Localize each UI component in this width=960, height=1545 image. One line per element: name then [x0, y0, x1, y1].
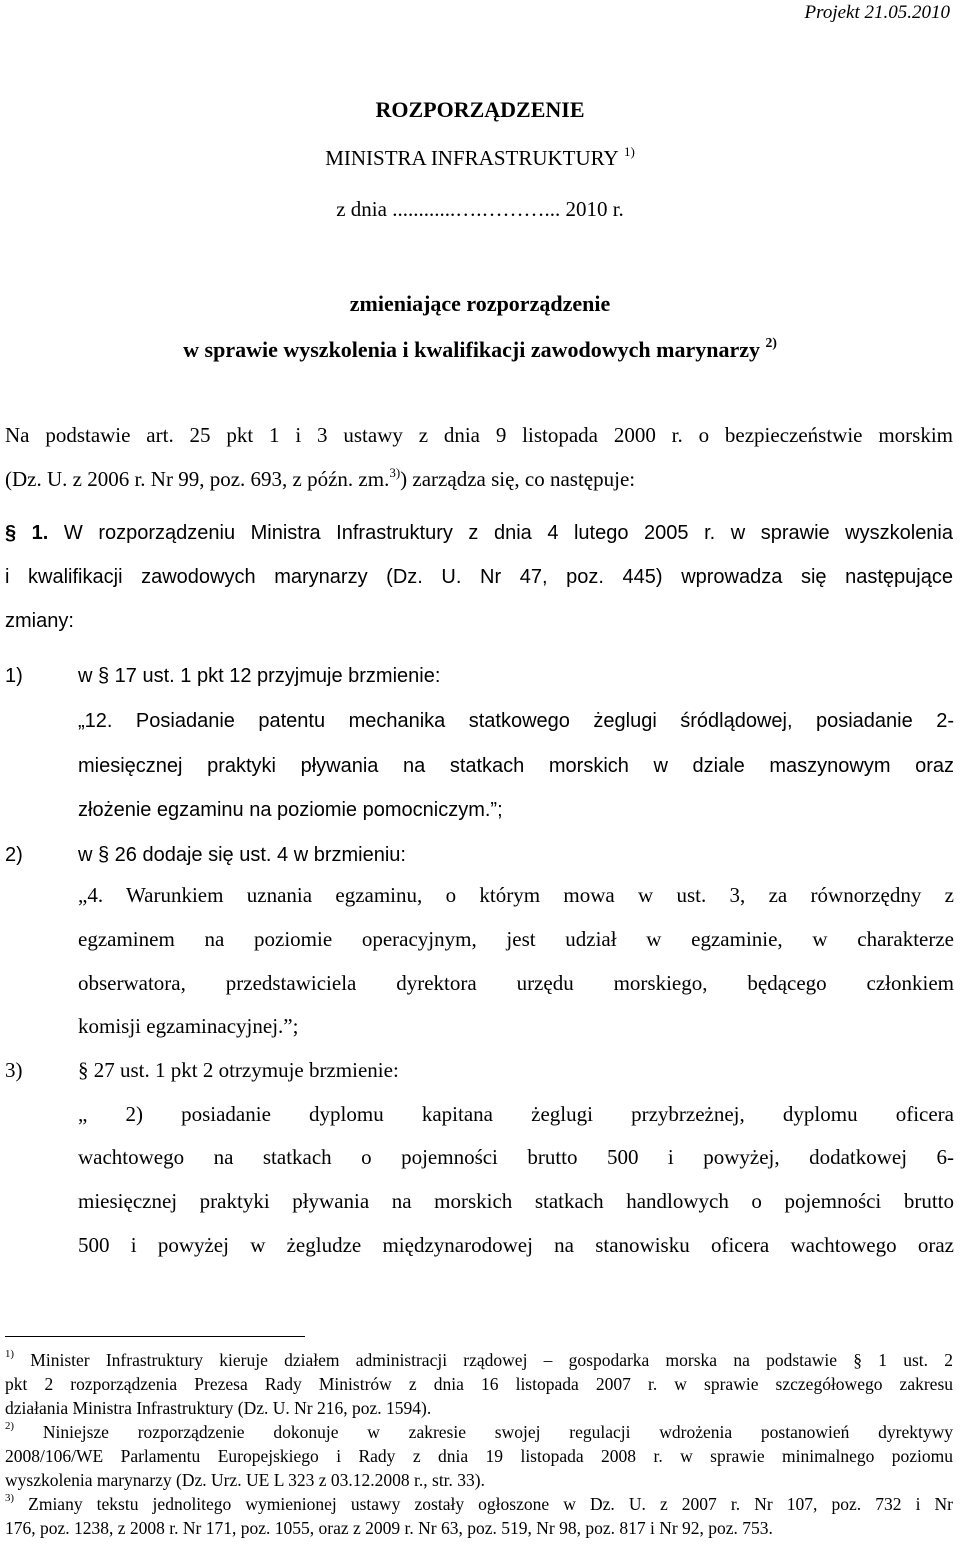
- preamble-text-b: ) zarządza się, co następuje:: [400, 467, 636, 491]
- issuer-text: MINISTRA INFRASTRUKTURY: [325, 146, 619, 170]
- preamble-line-1: Na podstawie art. 25 pkt 1 i 3 ustawy z dnia 9 listopada 2000 r. o bezpieczeństwie morskim: [5, 423, 953, 447]
- footnote-3-line-1: [5, 1494, 953, 1515]
- footnote-ref-3: 3): [389, 465, 401, 480]
- item-2-quote-line-3: obserwatora, przedstawiciela dyrektora urzędu morskiego, będącego członkiem: [78, 971, 954, 995]
- subject-text: w sprawie wyszkolenia i kwalifikacji zawodowych marynarzy: [183, 337, 760, 362]
- item-3-text: § 27 ust. 1 pkt 2 otrzymuje brzmienie:: [78, 1058, 399, 1082]
- item-2-quote-line-2: egzaminem na poziomie operacyjnym, jest udział w egzaminie, w charakterze: [78, 927, 954, 951]
- footnote-separator: [5, 1336, 305, 1337]
- project-header: Projekt 21.05.2010: [804, 2, 950, 23]
- item-3-quote-line-1: „ 2) posiadanie dyplomu kapitana żeglugi przybrzeżnej, dyplomu oficera: [78, 1102, 954, 1126]
- footnote-1-line-1: [5, 1350, 953, 1371]
- footnote-1-line-3: działania Ministra Infrastruktury (Dz. U. Nr 216, poz. 1594).: [5, 1398, 432, 1418]
- footnote-2-mark: 2): [5, 1420, 15, 1432]
- item-3-quote-line-3: miesięcznej praktyki pływania na morskich statkach handlowych o pojemności brutto: [78, 1189, 954, 1213]
- footnote-ref-1: 1): [623, 144, 635, 159]
- footnote-1-text: Minister Infrastruktury kieruje działem administracji rządowej – gospodarka morska na podstawie § 1 ust. 2: [30, 1350, 954, 1370]
- item-1-quote-line-1: „12. Posiadanie patentu mechanika statkowego żeglugi śródlądowej, posiadanie 2-: [78, 710, 954, 732]
- footnote-ref-2: 2): [765, 335, 777, 350]
- date-line: z dnia ............….………... 2010 r.: [336, 197, 624, 221]
- footnote-1-line-2: pkt 2 rozporządzenia Prezesa Rady Ministrów z dnia 16 listopada 2007 r. w sprawie szczegółowego zakresu: [5, 1374, 953, 1394]
- section-1-number: § 1.: [5, 522, 49, 544]
- item-3-quote-line-4: 500 i powyżej w żegludze międzynarodowej na stanowisku oficera wachtowego oraz: [78, 1233, 954, 1257]
- preamble-line-2: [5, 467, 635, 492]
- doc-type-title: ROZPORZĄDZENIE: [375, 97, 585, 122]
- footnote-1-mark: 1): [5, 1348, 15, 1360]
- section-1-line-2: i kwalifikacji zawodowych marynarzy (Dz. U. Nr 47, poz. 445) wprowadza się następujące: [5, 566, 953, 588]
- footnote-2-line-1: [5, 1422, 953, 1443]
- footnote-3-text: Zmiany tekstu jednolitego wymienionej ustawy zostały ogłoszone w Dz. U. z 2007 r. Nr 107, poz. 732 i Nr: [28, 1494, 953, 1514]
- preamble-text-a: (Dz. U. z 2006 r. Nr 99, poz. 693, z późn. zm.: [5, 467, 390, 491]
- item-1-quote-line-3: złożenie egzaminu na poziomie pomocniczym.”;: [78, 799, 503, 821]
- item-2-quote-line-4: komisji egzaminacyjnej.”;: [78, 1014, 299, 1038]
- section-1-text: W rozporządzeniu Ministra Infrastruktury z dnia 4 lutego 2005 r. w sprawie wyszkolenia: [63, 522, 954, 544]
- footnote-2-line-3: wyszkolenia marynarzy (Dz. Urz. UE L 323 z 03.12.2008 r., str. 33).: [5, 1470, 485, 1490]
- item-3-quote-line-2: wachtowego na statkach o pojemności brutto 500 i powyżej, dodatkowej 6-: [78, 1145, 954, 1169]
- issuer-title: [0, 146, 960, 171]
- footnote-3-line-2: 176, poz. 1238, z 2008 r. Nr 171, poz. 1055, oraz z 2009 r. Nr 63, poz. 519, Nr 98, poz. 817 i Nr 92, poz. 753.: [5, 1518, 773, 1538]
- subject-line-1: zmieniające rozporządzenie: [349, 291, 611, 316]
- item-3-number: 3): [5, 1058, 23, 1082]
- subject-line-2: [0, 337, 960, 363]
- item-1-number: 1): [5, 665, 23, 687]
- item-2-text: w § 26 dodaje się ust. 4 w brzmieniu:: [78, 844, 406, 866]
- item-1-quote-line-2: miesięcznej praktyki pływania na statkach morskich w dziale maszynowym oraz: [78, 755, 954, 777]
- section-1-line-3: zmiany:: [5, 610, 74, 632]
- footnote-2-line-2: 2008/106/WE Parlamentu Europejskiego i Rady z dnia 19 listopada 2008 r. w sprawie minimalnego poziomu: [5, 1446, 953, 1466]
- footnote-3-mark: 3): [5, 1492, 15, 1504]
- item-1-text: w § 17 ust. 1 pkt 12 przyjmuje brzmienie:: [78, 665, 441, 687]
- item-2-number: 2): [5, 844, 23, 866]
- section-1-line-1: [5, 522, 953, 545]
- footnote-2-text: Niniejsze rozporządzenie dokonuje w zakresie swojej regulacji wdrożenia postanowień dyrektywy: [42, 1422, 953, 1442]
- item-2-quote-line-1: „4. Warunkiem uznania egzaminu, o którym mowa w ust. 3, za równorzędny z: [78, 883, 954, 907]
